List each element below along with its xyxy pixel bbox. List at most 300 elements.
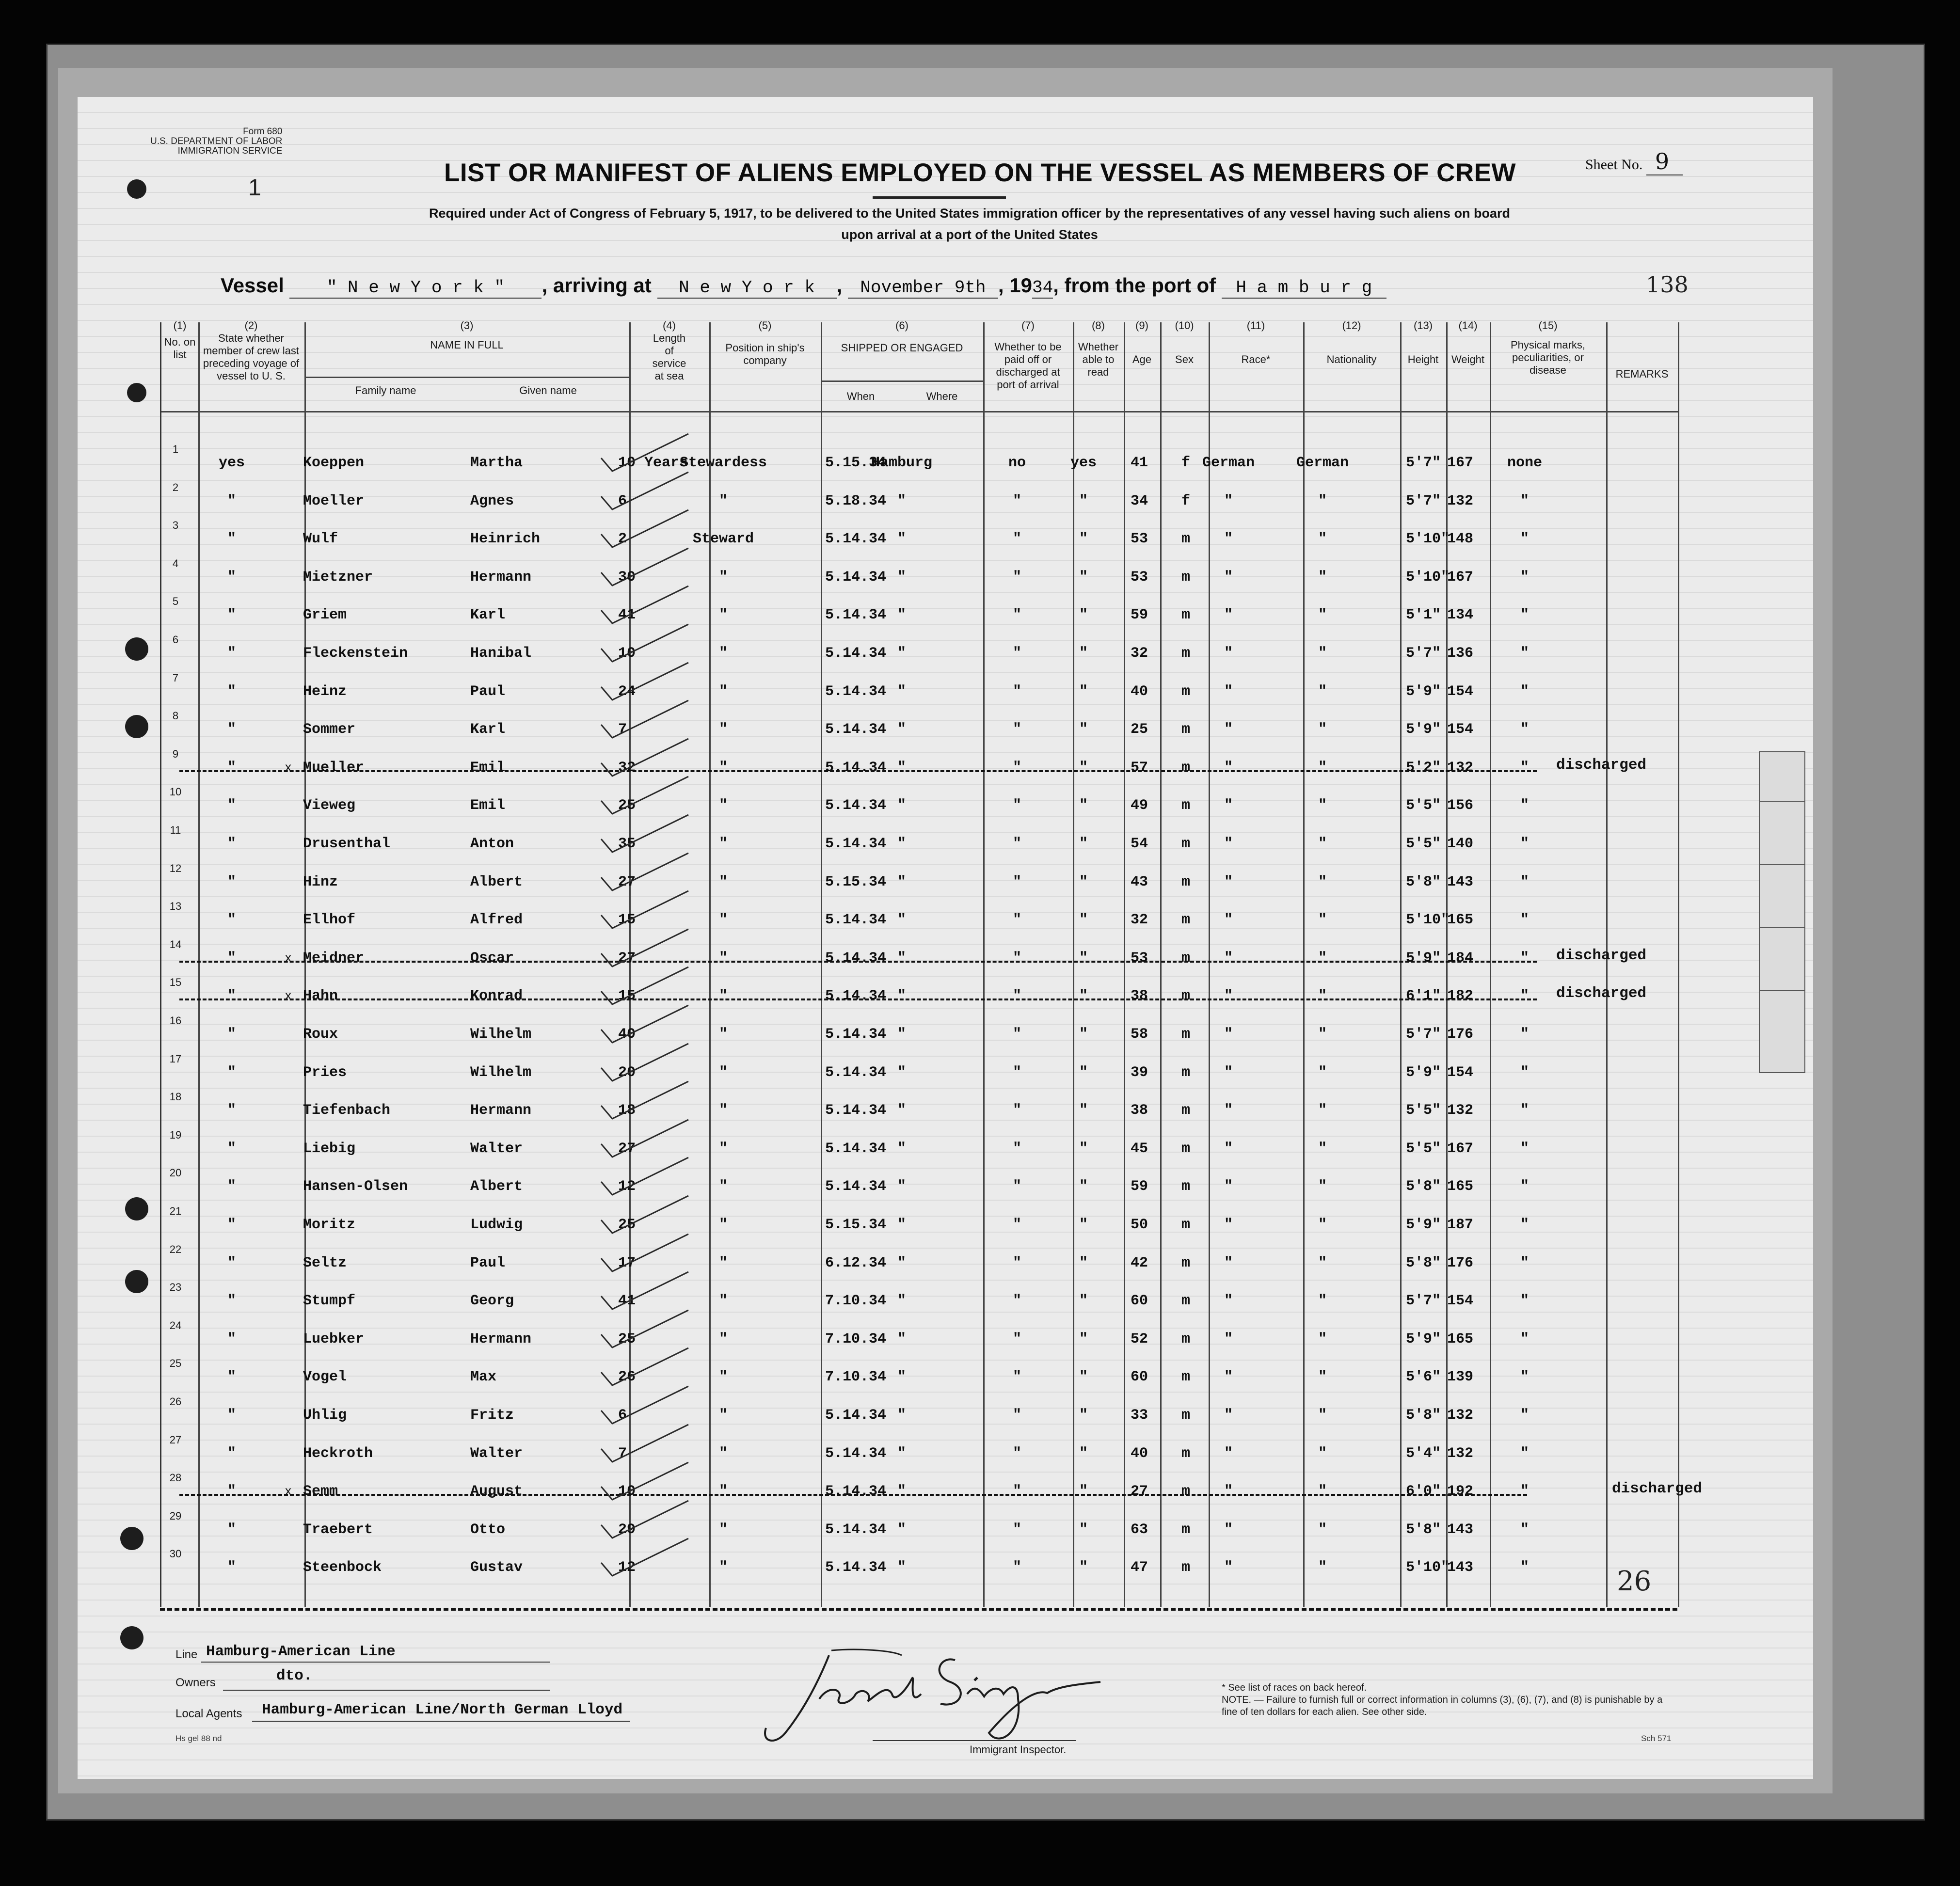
cell-sex: m <box>1181 1178 1191 1195</box>
row-number: 9 <box>172 747 179 760</box>
cell-race: " <box>1224 1254 1233 1271</box>
cell-sex: m <box>1181 1026 1191 1043</box>
cell-nat: " <box>1318 1217 1327 1233</box>
cell-service: 30 <box>618 569 636 586</box>
cell-family: Meidner <box>303 950 365 967</box>
cell-height: 5'8" <box>1406 873 1441 890</box>
cell-weight: 143 <box>1447 873 1474 890</box>
agents-rule <box>252 1721 630 1722</box>
cell-marks: " <box>1520 1064 1529 1081</box>
cell-race: " <box>1224 1559 1233 1576</box>
cell-race: " <box>1224 950 1233 967</box>
cell-paid: " <box>1012 836 1021 852</box>
cell-given: Wilhelm <box>470 1026 532 1043</box>
cell-race: " <box>1224 683 1233 700</box>
cell-service: 40 <box>618 1026 636 1043</box>
cell-where: " <box>897 1331 906 1347</box>
cell-height: 5'4" <box>1406 1445 1441 1462</box>
cell-given: Hanibal <box>470 645 532 662</box>
col-header-shipped: (6) SHIPPED OR ENGAGED <box>841 319 963 354</box>
cell-service: 6 <box>618 492 627 509</box>
binder-hole-6 <box>125 1270 148 1293</box>
cell-age: 59 <box>1131 607 1148 624</box>
owners-label: Owners <box>175 1676 216 1689</box>
check-mark <box>599 888 691 932</box>
check-mark <box>599 507 691 551</box>
cell-read: " <box>1079 1331 1088 1347</box>
cell-prev: " <box>227 912 236 929</box>
cell-where: " <box>897 721 906 738</box>
cell-weight: 134 <box>1447 607 1474 624</box>
cell-height: 5'9" <box>1406 950 1441 967</box>
cell-paid: " <box>1012 1369 1021 1386</box>
cell-marks: " <box>1520 1178 1529 1195</box>
cell-weight: 176 <box>1447 1254 1474 1271</box>
cell-marks: " <box>1520 1559 1529 1576</box>
cell-race: " <box>1224 759 1233 776</box>
row-number: 23 <box>169 1281 182 1294</box>
cell-position: " <box>718 645 728 662</box>
cell-paid: " <box>1012 1407 1021 1424</box>
cell-marks: " <box>1520 645 1529 662</box>
cell-position: " <box>718 1559 728 1576</box>
cell-paid: " <box>1012 1483 1021 1500</box>
cell-prev: " <box>227 1293 236 1310</box>
cell-position: " <box>718 759 728 776</box>
cell-marks: " <box>1520 683 1529 700</box>
cell-weight: 154 <box>1447 683 1474 700</box>
cell-given: Max <box>470 1369 497 1386</box>
cell-height: 5'10" <box>1406 531 1450 548</box>
cell-position: " <box>718 1521 728 1538</box>
row-number: 25 <box>169 1357 182 1370</box>
cell-sex: m <box>1181 912 1191 929</box>
sheet-number: Sheet No. 9 <box>1585 148 1683 174</box>
cell-height: 6'1" <box>1406 988 1441 1005</box>
cell-marks: " <box>1520 1521 1529 1538</box>
cell-age: 60 <box>1131 1293 1148 1310</box>
cell-marks: " <box>1520 1140 1529 1157</box>
cell-read: " <box>1079 1064 1088 1081</box>
cell-weight: 176 <box>1447 1026 1474 1043</box>
cell-prev: " <box>227 1064 236 1081</box>
cell-when: 5.14.34 <box>825 988 887 1005</box>
cell-race: " <box>1224 836 1233 852</box>
cell-height: 5'10" <box>1406 1559 1450 1576</box>
cell-service: 10 Years <box>618 455 688 471</box>
check-mark <box>599 660 691 704</box>
cell-position: " <box>718 988 728 1005</box>
cell-prev: " <box>227 988 236 1005</box>
check-mark <box>599 1117 691 1161</box>
row-number: 6 <box>172 634 179 646</box>
cell-position: " <box>718 1217 728 1233</box>
check-mark <box>599 584 691 627</box>
print-code-left: Hs gel 88 nd <box>175 1734 222 1743</box>
col-header-prev-voyage: (2) State whether member of crew last preceding voyage of vessel to U. S. <box>203 319 300 382</box>
cell-weight: 136 <box>1447 645 1474 662</box>
check-mark <box>599 1384 691 1427</box>
cell-sex: m <box>1181 1293 1191 1310</box>
check-mark <box>599 1269 691 1313</box>
line-rule <box>201 1662 550 1663</box>
cell-paid: " <box>1012 492 1021 509</box>
arrival-port: N e w Y o r k <box>657 278 837 299</box>
cell-prev: " <box>227 836 236 852</box>
cell-paid: " <box>1012 1331 1021 1347</box>
row-number: 18 <box>169 1091 182 1103</box>
cell-race: German <box>1202 455 1255 471</box>
cell-where: " <box>897 1217 906 1233</box>
col-header-nationality: (12) Nationality <box>1326 319 1377 365</box>
cell-read: " <box>1079 1026 1088 1043</box>
cell-paid: " <box>1012 683 1021 700</box>
cell-service: 41 <box>618 607 636 624</box>
cell-sex: m <box>1181 1445 1191 1462</box>
cell-family: Hahn <box>303 988 338 1005</box>
cell-position: " <box>718 492 728 509</box>
cell-read: " <box>1079 1559 1088 1576</box>
cell-when: 5.14.34 <box>825 1445 887 1462</box>
check-mark <box>599 736 691 780</box>
check-mark <box>599 1003 691 1046</box>
cell-position: " <box>718 607 728 624</box>
cell-service: 27 <box>618 873 636 890</box>
cell-age: 32 <box>1131 645 1148 662</box>
col-header-when: When <box>846 390 875 402</box>
cell-paid: " <box>1012 645 1021 662</box>
cell-position: " <box>718 1483 728 1500</box>
page-title: LIST OR MANIFEST OF ALIENS EMPLOYED ON THE VESSEL AS MEMBERS OF CREW <box>444 158 1516 187</box>
cell-read: " <box>1079 1140 1088 1157</box>
cell-race: " <box>1224 1407 1233 1424</box>
cell-given: Paul <box>470 683 506 700</box>
cell-remarks: discharged <box>1612 1480 1703 1498</box>
row-number: 7 <box>172 671 179 684</box>
cell-marks: " <box>1520 607 1529 624</box>
cell-race: " <box>1224 1178 1233 1195</box>
strike-through-line <box>179 770 1537 774</box>
cell-marks: " <box>1520 1331 1529 1347</box>
cell-sex: m <box>1181 1407 1191 1424</box>
cell-given: Oscar <box>470 950 514 967</box>
cell-paid: " <box>1012 1559 1021 1576</box>
cell-prev: " <box>227 1407 236 1424</box>
agents-label: Local Agents <box>175 1707 242 1720</box>
col-header-age: (9) Age <box>1132 319 1152 365</box>
cell-nat: " <box>1318 950 1327 967</box>
strike-through-line <box>179 1494 1527 1497</box>
cell-when: 5.14.34 <box>825 1178 887 1195</box>
cell-nat: " <box>1318 645 1327 662</box>
cell-where: " <box>897 492 906 509</box>
cell-family: Moeller <box>303 492 365 509</box>
cell-service: 26 <box>618 1369 636 1386</box>
cell-where: " <box>897 988 906 1005</box>
cell-family: Fleckenstein <box>303 645 408 662</box>
cell-nat: " <box>1318 759 1327 776</box>
cell-where: " <box>897 1064 906 1081</box>
cell-read: " <box>1079 1178 1088 1195</box>
cell-position: " <box>718 873 728 890</box>
cell-sex: m <box>1181 1140 1191 1157</box>
cell-position: " <box>718 683 728 700</box>
cell-height: 5'5" <box>1406 1140 1441 1157</box>
cell-service: 27 <box>618 950 636 967</box>
cell-position: " <box>718 836 728 852</box>
cell-nat: " <box>1318 1521 1327 1538</box>
cell-race: " <box>1224 1369 1233 1386</box>
cell-marks: " <box>1520 492 1529 509</box>
cell-when: 5.14.34 <box>825 1026 887 1043</box>
cell-age: 59 <box>1131 1178 1148 1195</box>
cell-position: " <box>718 1407 728 1424</box>
cell-read: " <box>1079 950 1088 967</box>
cell-age: 57 <box>1131 759 1148 776</box>
row-number: 8 <box>172 710 179 722</box>
cell-read: " <box>1079 1483 1088 1500</box>
cell-age: 50 <box>1131 1217 1148 1233</box>
cell-marks: " <box>1520 721 1529 738</box>
row-number: 30 <box>169 1548 182 1560</box>
cell-age: 60 <box>1131 1369 1148 1386</box>
cell-when: 5.14.34 <box>825 1102 887 1119</box>
cell-family: Pries <box>303 1064 347 1081</box>
binder-hole-8 <box>120 1626 143 1649</box>
cell-service: 29 <box>618 1521 636 1538</box>
cell-nat: " <box>1318 1483 1327 1500</box>
cell-prev: " <box>227 1217 236 1233</box>
cell-read: " <box>1079 721 1088 738</box>
binder-hole-7 <box>120 1527 143 1550</box>
cell-height: 5'6" <box>1406 1369 1441 1386</box>
cell-read: " <box>1079 645 1088 662</box>
cell-weight: 165 <box>1447 1178 1474 1195</box>
cell-age: 52 <box>1131 1331 1148 1347</box>
cell-when: 5.14.34 <box>825 797 887 814</box>
cell-race: " <box>1224 1293 1233 1310</box>
check-mark <box>599 698 691 742</box>
cell-sex: m <box>1181 1331 1191 1347</box>
row-number: 14 <box>169 938 182 951</box>
cell-race: " <box>1224 645 1233 662</box>
check-mark <box>599 965 691 1008</box>
cell-sex: m <box>1181 1254 1191 1271</box>
cell-read: " <box>1079 1102 1088 1119</box>
cell-prev: " <box>227 1178 236 1195</box>
cell-where: " <box>897 607 906 624</box>
cell-age: 39 <box>1131 1064 1148 1081</box>
agents-value: Hamburg-American Line/North German Lloyd <box>262 1701 623 1718</box>
cell-read: " <box>1079 1521 1088 1538</box>
check-mark <box>599 546 691 589</box>
cell-paid: " <box>1012 1102 1021 1119</box>
cell-prev: " <box>227 683 236 700</box>
cell-paid: no <box>1008 455 1026 471</box>
cell-nat: " <box>1318 1331 1327 1347</box>
col-header-sex: (10) Sex <box>1175 319 1194 365</box>
cell-paid: " <box>1012 759 1021 776</box>
cell-prev: " <box>227 1445 236 1462</box>
cell-nat: " <box>1318 683 1327 700</box>
cell-prev: " <box>227 1254 236 1271</box>
cell-marks: " <box>1520 531 1529 548</box>
cell-read: " <box>1079 1407 1088 1424</box>
cell-nat: " <box>1318 1102 1327 1119</box>
cell-height: 5'9" <box>1406 683 1441 700</box>
cell-family: Steenbock <box>303 1559 382 1576</box>
cell-sex: m <box>1181 607 1191 624</box>
cell-family: Hinz <box>303 873 338 890</box>
cell-marks: " <box>1520 836 1529 852</box>
cell-nat: " <box>1318 1445 1327 1462</box>
arrival-year: 34 <box>1032 278 1053 298</box>
cell-weight: 165 <box>1447 1331 1474 1347</box>
cell-marks: " <box>1520 1254 1529 1271</box>
cell-where: " <box>897 797 906 814</box>
cell-where: " <box>897 683 906 700</box>
cell-nat: " <box>1318 607 1327 624</box>
cell-sex: f <box>1181 455 1191 471</box>
cell-prev: " <box>227 1483 236 1500</box>
vessel-name: " N e w Y o r k " <box>289 278 542 299</box>
col-header-race: (11) Race* <box>1241 319 1271 365</box>
cell-service: 17 <box>618 1254 636 1271</box>
cell-family: Stumpf <box>303 1293 356 1310</box>
departure-port: H a m b u r g <box>1222 278 1386 299</box>
col-header-weight: (14) Weight <box>1451 319 1485 365</box>
cell-age: 38 <box>1131 1102 1148 1119</box>
cell-marks: " <box>1520 569 1529 586</box>
owners-value: dto. <box>276 1667 313 1684</box>
cell-position: " <box>718 1254 728 1271</box>
cell-height: 5'1" <box>1406 607 1441 624</box>
cell-service: 24 <box>618 683 636 700</box>
cell-age: 42 <box>1131 1254 1148 1271</box>
cell-race: " <box>1224 492 1233 509</box>
cell-when: 7.10.34 <box>825 1293 887 1310</box>
cell-service: 10 <box>618 645 636 662</box>
cell-race: " <box>1224 1064 1233 1081</box>
cell-age: 47 <box>1131 1559 1148 1576</box>
cell-paid: " <box>1012 797 1021 814</box>
cell-prev: " <box>227 569 236 586</box>
cell-race: " <box>1224 873 1233 890</box>
cell-marks: " <box>1520 1369 1529 1386</box>
col-header-family-name: Family name <box>355 384 416 396</box>
cell-height: 5'9" <box>1406 1064 1441 1081</box>
cell-race: " <box>1224 797 1233 814</box>
cell-race: " <box>1224 721 1233 738</box>
cell-family: Liebig <box>303 1140 356 1157</box>
cell-given: Georg <box>470 1293 514 1310</box>
cell-nat: " <box>1318 988 1327 1005</box>
cell-when: 5.14.34 <box>825 1064 887 1081</box>
cell-when: 5.14.34 <box>825 1140 887 1157</box>
print-code-right: Sch 571 <box>1641 1734 1672 1743</box>
check-mark <box>599 1041 691 1085</box>
cell-service: 27 <box>618 1140 636 1157</box>
cell-height: 5'8" <box>1406 1407 1441 1424</box>
cell-age: 58 <box>1131 1026 1148 1043</box>
cell-prev: " <box>227 759 236 776</box>
cell-prev: " <box>227 1559 236 1576</box>
cell-where: " <box>897 1178 906 1195</box>
cell-paid: " <box>1012 1064 1021 1081</box>
cell-age: 45 <box>1131 1140 1148 1157</box>
cell-read: " <box>1079 759 1088 776</box>
cell-age: 63 <box>1131 1521 1148 1538</box>
cell-when: 5.14.34 <box>825 836 887 852</box>
cell-family: Luebker <box>303 1331 365 1347</box>
cell-age: 25 <box>1131 721 1148 738</box>
cell-nat: " <box>1318 797 1327 814</box>
cell-sex: m <box>1181 1217 1191 1233</box>
cell-nat: " <box>1318 721 1327 738</box>
cell-marks: " <box>1520 1217 1529 1233</box>
cell-paid: " <box>1012 912 1021 929</box>
cell-remarks: discharged <box>1556 947 1647 964</box>
cell-position: " <box>718 1369 728 1386</box>
cell-height: 5'7" <box>1406 492 1441 509</box>
col-header-position: (5) Position in ship's company <box>725 319 805 366</box>
cell-where: " <box>897 912 906 929</box>
cell-race: " <box>1224 912 1233 929</box>
cell-when: 5.14.34 <box>825 531 887 548</box>
cell-paid: " <box>1012 1445 1021 1462</box>
cell-when: 5.15.34 <box>825 1217 887 1233</box>
cell-position: " <box>718 1445 728 1462</box>
cell-where: " <box>897 1369 906 1386</box>
check-mark <box>599 1498 691 1542</box>
cell-read: " <box>1079 569 1088 586</box>
cell-position: " <box>718 1178 728 1195</box>
row-number: 2 <box>172 481 179 493</box>
cell-where: Hamburg <box>871 455 933 471</box>
cell-family: Roux <box>303 1026 338 1043</box>
check-mark <box>599 812 691 856</box>
row-number: 24 <box>169 1319 182 1331</box>
line-value: Hamburg-American Line <box>206 1643 396 1660</box>
cell-read: " <box>1079 988 1088 1005</box>
cell-position: " <box>718 1293 728 1310</box>
cell-weight: 167 <box>1447 1140 1474 1157</box>
check-mark <box>599 851 691 894</box>
cell-paid: " <box>1012 1293 1021 1310</box>
cell-height: 5'10" <box>1406 912 1450 929</box>
check-mark <box>599 431 691 475</box>
check-mark <box>599 1422 691 1466</box>
cell-prev: " <box>227 1521 236 1538</box>
row-number: 16 <box>169 1014 182 1027</box>
cell-given: Walter <box>470 1140 523 1157</box>
cell-service: 25 <box>618 797 636 814</box>
cell-nat: " <box>1318 1254 1327 1271</box>
line-label: Line <box>175 1648 198 1661</box>
cell-when: 5.14.34 <box>825 1483 887 1500</box>
cell-given: Emil <box>470 759 506 776</box>
cell-paid: " <box>1012 721 1021 738</box>
cell-age: 53 <box>1131 950 1148 967</box>
cell-weight: 167 <box>1447 569 1474 586</box>
check-mark <box>599 1079 691 1123</box>
cell-service: 6 <box>618 1407 627 1424</box>
cell-family: Drusenthal <box>303 836 391 852</box>
cell-sex: m <box>1181 569 1191 586</box>
cell-sex: m <box>1181 531 1191 548</box>
cell-where: " <box>897 759 906 776</box>
cell-weight: 165 <box>1447 912 1474 929</box>
